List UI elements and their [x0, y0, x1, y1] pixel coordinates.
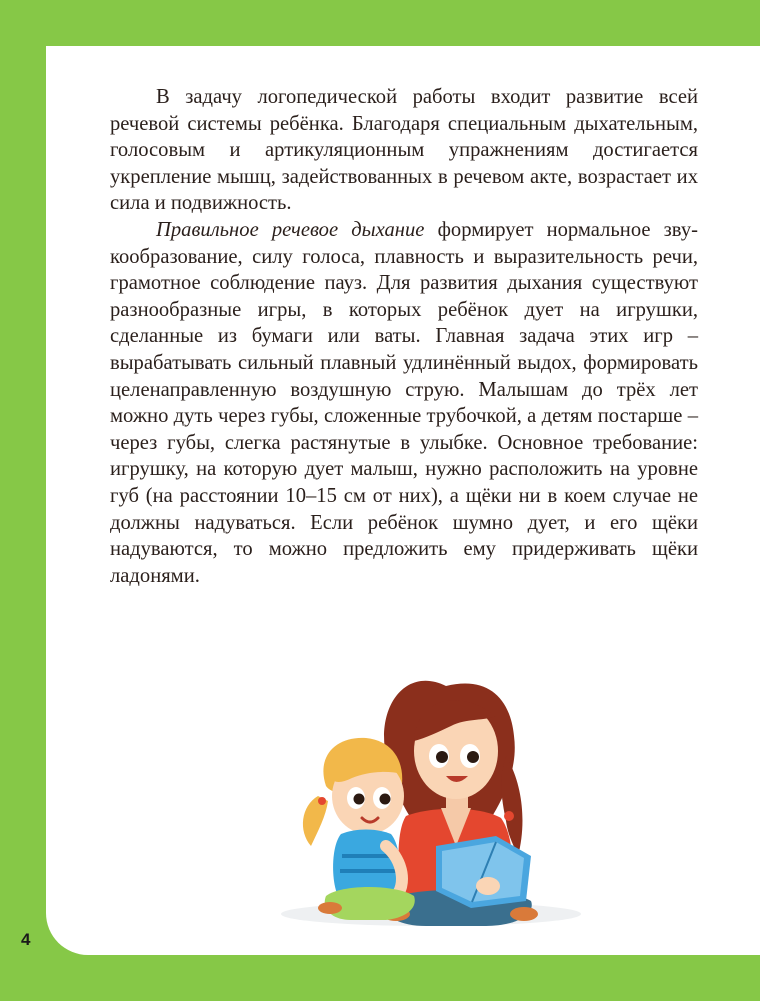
mother-shoe-right — [510, 907, 538, 921]
mother-reading-to-girl-illustration — [256, 646, 596, 956]
breathing-term: Правильное речевое дыхание — [156, 218, 425, 241]
girl-hair-tie — [318, 797, 326, 805]
girl-pants — [325, 887, 415, 920]
mother-pupil-right — [467, 751, 479, 763]
page-frame-left — [0, 0, 46, 1001]
page-number: 4 — [21, 930, 31, 949]
mother-hair-tie — [504, 811, 514, 821]
girl-pupil-right — [380, 794, 391, 805]
girl-shirt — [333, 830, 400, 897]
page-frame-bottom — [0, 955, 760, 1001]
paragraph-1: В задачу логопедической работы входит развитие всей речевой системы ребёнка. Благодаря специальным дыхательным, голосовым и артикуляционным упражнениям достигается укрепление мышц, задействованных в речевом акте, возрастает их сила и подвижность. — [110, 86, 698, 215]
body-text — [110, 84, 698, 589]
girl-pupil-left — [354, 794, 365, 805]
paragraph-2-text: формирует нормальное звукообразование, силу голоса, плавность и выразительность речи, грамотное соблюдение пауз. Для развития дыхания существуют разнообразные игры, в которых ребёнок дует на игрушки, сделанные из бумаги или ваты. Главная задача этих игр – вырабатывать сильный плавный удлинённый выдох, формировать целенаправленную воздушную струю. Малышам до трёх лет можно дуть через губы, сложенные трубочкой, а детям постарше – через губы, слегка растянутые в улыбке. Основное требование: игрушку, на которую дует малыш, нужно расположить на уровне губ (на расстоянии 10–15 см от них), а щёки ни в коем случае не должны надуваться. Если ребёнок шумно дует, и его щёки надуваются, то можно предложить ему придерживать щёки ладонями. — [110, 218, 698, 587]
mother-pupil-left — [436, 751, 448, 763]
mother-hand — [476, 877, 500, 895]
paragraph-2 — [110, 217, 698, 589]
book-page — [46, 46, 760, 955]
girl-shoe — [318, 902, 342, 914]
page-frame-top — [0, 0, 760, 46]
